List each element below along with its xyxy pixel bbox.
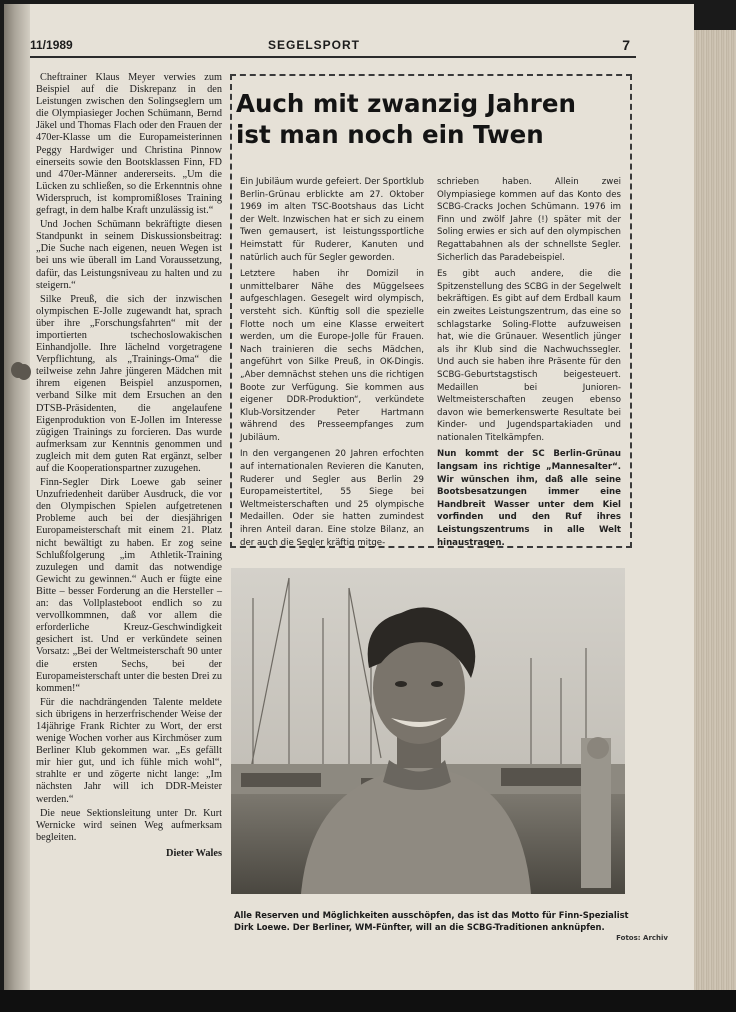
photo-credit: Fotos: Archiv bbox=[616, 934, 668, 942]
magazine-title: SEGELSPORT bbox=[268, 38, 361, 52]
caption-line: Dirk Loewe. Der Berliner, WM-Fünfter, will an die SCBG-Traditionen anknüpfen. bbox=[234, 922, 605, 932]
author-name: Dieter Wales bbox=[166, 847, 222, 859]
book-binding bbox=[4, 4, 30, 994]
header-rule bbox=[30, 56, 636, 58]
paragraph: Ein Jubiläum wurde gefeiert. Der Sportklub Berlin-Grünau erblickte am 27. Oktober 1969 im alten TSC-Bootshaus das Licht der Welt. Inzwischen hat er sich zu einem Twen gemausert, ist leistungssportliche Heimstatt für Ruderer, Kanuten und natürlich auch für Segler geworden. bbox=[240, 177, 424, 263]
article-column-1 bbox=[240, 176, 424, 553]
paragraph: Es gibt auch andere, die die Spitzenstellung des SCBG in der Segelwelt bekräftigen. Es gibt auf dem Erdball kaum ein zweites Leistungszentrum, das eine so schlagstarke Soling-Flotte aufzuweisen hat, wie die Grünauer. Wesentlich jünger als ihr Klub sind die Nachwuchssegler. Und auch sie haben ihre Präsente für den SCBG-Geburtstagstisch beigesteuert. Medaillen bei Junioren-Weltmeisterschaften zeugen ebenso davon wie bemerkenswerte Resultate bei Kinder- und Jugendspartakiaden und nationalen Titelkämpfen. bbox=[437, 269, 621, 443]
paragraph: Letztere haben ihr Domizil in unmittelbarer Nähe des Müggelsees aufgeschlagen. Gesegelt wird olympisch, versteht sich. Künftig soll die spezielle Flotte noch um eine Klasse erweitert werden, um die Europe-Jolle für Frauen. Nach trainieren die sechs Mädchen, angeführt von Silke Preuß, in OK-Dingis. „Aber demnächst stehen uns die richtigen Boote zur Verfügung. Sie kommen aus eigener DDR-Produktion“, verkündete Klub-Vorsitzender Peter Hartmann während des Presseempfanges zum Jubiläum. bbox=[240, 269, 424, 443]
issue-number: 11/1989 bbox=[30, 38, 73, 52]
paragraph: Nun kommt der SC Berlin-Grünau langsam ins richtige „Mannesalter“. Wir wünschen ihm, daß alle seine Bootsbesatzungen immer eine Handbreit Wasser unter dem Kiel vorfinden und den Ruf ihres Leistungszentrums in alle Welt hinaustragen. bbox=[437, 449, 621, 548]
article-headline bbox=[236, 88, 626, 150]
photo-caption bbox=[234, 909, 632, 933]
paragraph: Für die nachdrängenden Talente meldete sich übrigens in herzerfrischender Weise der 14jährige Frank Richter zu Wort, der erst wenige Wochen vorher aus Kirchmöser zum Berliner Klub gekommen war. „Es gefällt mir hier gut, und ich fühle mich wohl“, strahlte er und zögerte nicht lange: „Im nächsten Jahr will ich DDR-Meister werden.“ bbox=[36, 696, 222, 805]
article-column-2 bbox=[437, 176, 621, 553]
photo-dirk-loewe bbox=[231, 568, 625, 894]
caption-line: Alle Reserven und Möglichkeiten ausschöpfen, das ist das Motto für Finn-Spezialist bbox=[234, 910, 629, 920]
page-header bbox=[30, 38, 630, 56]
paragraph: Die neue Sektionsleitung unter Dr. Kurt Wernicke wird seinen Weg aufmerksam begleiten. bbox=[36, 807, 222, 843]
paragraph: Cheftrainer Klaus Meyer verwies zum Beispiel auf die Diskrepanz in den Leistungen zwischen den Solingseglern um die Olympiasieger Jochen Schümann, Bernd Jäkel und Thomas Flach oder den Frauen der 470er-Klasse um die Europameisterinnen Peggy Hardwiger und Christina Pinnow einerseits sowie den Bootsklassen Finn, FD und 470er-Männer andererseits. „Um die Lücken zu schließen, so die Erkenntnis ohne Widerspruch, ist kompromißloses Training gefragt, in dem halbe Kraft unzulässig ist.“ bbox=[36, 72, 222, 217]
headline-line: Auch mit zwanzig Jahren bbox=[236, 89, 576, 118]
paragraph: schrieben haben. Allein zwei Olympiasiege kommen auf das Konto des SCBG-Cracks Jochen Schümann. 1976 im Finn und zwölf Jahre (!) später mit der Soling erwies er sich auf den olympischen Regattabahnen als der schnellste Segler. Sicherlich das Paradebeispiel. bbox=[437, 177, 621, 263]
paragraph: Und Jochen Schümann bekräftigte diesen Standpunkt in seinem Diskussionsbeitrag: „Die Suche nach eigenen, neuen Wegen ist bei uns wie überall im Land Voraussetzung, dafür, das Leistungsniveau zu halten und zu steigern.“ bbox=[36, 219, 222, 291]
page-number: 7 bbox=[622, 37, 630, 53]
paragraph: Finn-Segler Dirk Loewe gab seiner Unzufriedenheit darüber Ausdruck, die vor den Olympischen Spielen aufgetretenen Probleme auch bei der diesjährigen Europameisterschaft mit einem 21. Platz nicht bewältigt zu haben. Er zog seine Schlußfolgerung „im Athletik-Training zuzulegen und damit das notwendige Gewicht zu gewinnen.“ Auch er fügte eine Bitte – besser Forderung an die Hersteller – an: das Vollplasteboot endlich so zu vervollkommnen, daß vor allem die erforderliche Kreuz-Geschwindigkeit gesichert ist. Und er verkündete seinen Vorsatz: „Bei der Weltmeisterschaft 90 unter die ersten Sechs, bei der Europameisterschaft unter die besten Drei zu kommen!“ bbox=[36, 477, 222, 694]
scan-border bbox=[0, 990, 736, 1012]
headline-line: ist man noch ein Twen bbox=[236, 120, 544, 149]
left-column-text bbox=[36, 72, 222, 862]
paragraph: In den vergangenen 20 Jahren erfochten auf internationalen Revieren die Kanuten, Ruderer und Segler aus Berlin 29 Europameistertitel, 55 Siege bei Weltmeisterschaften und 25 olympische Medaillen. Oder sie hatten zumindest ihren Anteil daran. Eine stolze Bilanz, an der auch die Segler kräftig mitge- bbox=[240, 449, 424, 548]
paragraph: Silke Preuß, die sich der inzwischen olympischen E-Jolle zugewandt hat, sprach über ihre „Forschungsfahrten“ mit der importierten tschechoslowakischen Einhandjolle. Ihre lächelnd vorgetragene Verpflichtung, als „Trainings-Oma“ die teilweise zehn Jahre jüngeren Mädchen mit ihrem eigenen Beispiel anzuspornen, verband Silke mit dem Ersuchen an den DTSB-Präsidenten, die angelaufene Eigenproduktion von E-Jollen im Interesse zügigen Trainings zu forcieren. Das wurde aufmerksam zur Kenntnis genommen und zugleich mit dem guten Rat ergänzt, selber auf die Kooperationspartner zuzugehen. bbox=[36, 293, 222, 474]
page-stack-edges bbox=[692, 30, 736, 990]
binding-hole bbox=[17, 364, 31, 380]
